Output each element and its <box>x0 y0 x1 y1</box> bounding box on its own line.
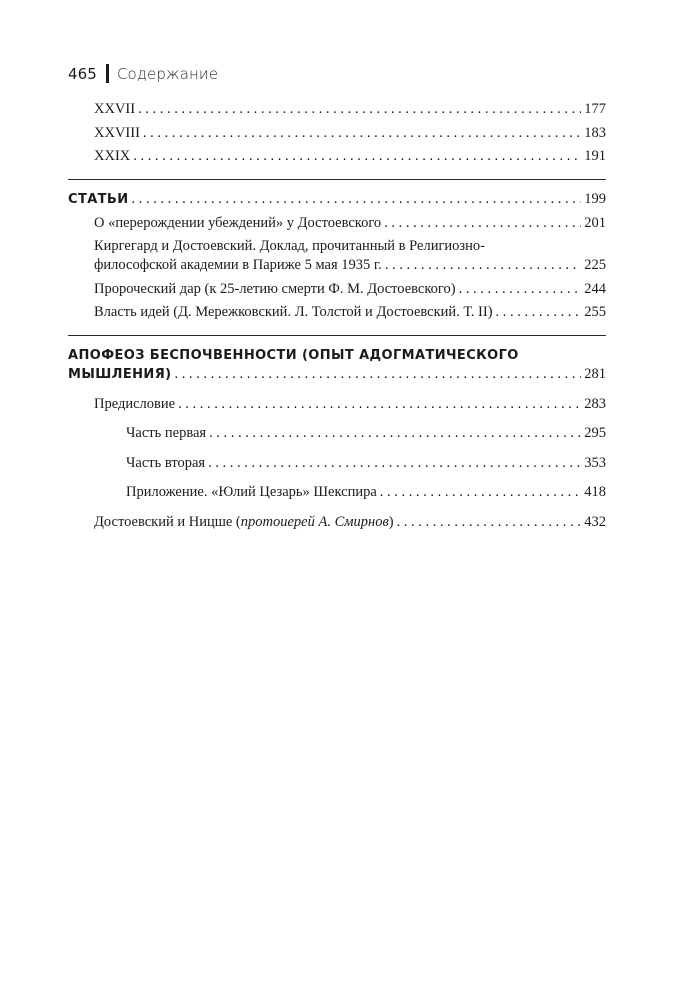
dot-leader <box>209 424 581 443</box>
toc-entry-label: Часть вторая <box>126 454 206 471</box>
toc-entry-page: 183 <box>584 124 606 141</box>
toc-entry-label: Приложение. «Юлий Цезарь» Шекспира <box>126 484 377 500</box>
toc-entry-page: 353 <box>584 454 606 471</box>
toc-entry-label: XXVII <box>94 101 136 117</box>
page-number: 465 <box>68 64 97 83</box>
toc-entry-page: 432 <box>584 513 606 530</box>
section-title-line2: МЫШЛЕНИЯ) <box>68 367 172 382</box>
toc-section-apotheosis[interactable] <box>68 346 606 384</box>
toc-entry[interactable] <box>68 124 606 143</box>
dot-leader <box>133 147 581 166</box>
toc-entry-page: 283 <box>584 395 606 412</box>
dot-leader <box>380 483 581 502</box>
toc-entry[interactable] <box>68 280 606 299</box>
dot-leader <box>138 100 581 119</box>
toc-entry-page: 191 <box>584 148 606 164</box>
dot-leader <box>397 513 582 532</box>
dot-leader <box>174 365 581 384</box>
section-page: 281 <box>584 366 606 382</box>
toc-entry-label-suffix: ) <box>388 513 394 530</box>
toc-section-articles[interactable] <box>68 190 606 209</box>
section-title-line1: АПОФЕОЗ БЕСПОЧВЕННОСТИ (ОПЫТ АДОГМАТИЧЕСКОГО <box>68 348 519 363</box>
dot-leader <box>385 256 581 275</box>
dot-leader <box>143 124 581 143</box>
dot-leader <box>384 214 581 233</box>
table-of-contents <box>68 100 606 536</box>
header-separator <box>106 64 109 83</box>
dot-leader <box>208 454 581 473</box>
toc-entry-label: XXVIII <box>94 124 140 141</box>
toc-entry[interactable] <box>68 147 606 166</box>
toc-entry-label: Пророческий дар (к 25-летию смерти Ф. М. Достоевского) <box>94 280 456 297</box>
toc-entry-part[interactable] <box>68 424 606 443</box>
toc-entry-page: 418 <box>584 484 606 500</box>
toc-entry-page: 295 <box>584 425 606 441</box>
toc-entry-page: 255 <box>584 304 606 320</box>
dot-leader <box>496 303 582 322</box>
toc-entry-label-prefix: Достоевский и Ницше ( <box>94 513 241 530</box>
section-divider <box>68 335 606 336</box>
toc-entry-part[interactable] <box>68 454 606 473</box>
toc-entry-page: 244 <box>584 280 606 297</box>
toc-entry-label: XXIX <box>94 148 131 164</box>
toc-entry-author: протоиерей А. Смирнов <box>240 513 389 530</box>
toc-entry-label <box>94 513 394 532</box>
toc-entry-page: 177 <box>584 101 606 117</box>
running-title: Содержание <box>116 64 219 83</box>
toc-entry-label: Власть идей (Д. Мережковский. Л. Толстой и Достоевский. Т. II) <box>94 304 493 320</box>
toc-entry-preface[interactable] <box>68 395 606 414</box>
section-page: 199 <box>584 191 606 207</box>
section-divider <box>68 179 606 180</box>
toc-entry-label-line1: Киргегард и Достоевский. Доклад, прочитанный в Религиозно- <box>94 238 485 254</box>
toc-entry[interactable] <box>68 214 606 233</box>
dot-leader <box>178 395 581 414</box>
toc-entry-multiline[interactable] <box>68 237 606 275</box>
running-header <box>68 64 218 83</box>
toc-entry-page: 201 <box>584 214 606 231</box>
toc-entry-label: Предисловие <box>94 395 176 412</box>
section-title-line2-row <box>68 365 606 384</box>
toc-entry-part[interactable] <box>68 483 606 502</box>
toc-entry[interactable] <box>68 303 606 322</box>
dot-leader <box>459 280 582 299</box>
section-title: СТАТЬИ <box>68 192 129 207</box>
toc-entry-label: О «перерождении убеждений» у Достоевского <box>94 214 382 231</box>
toc-entry[interactable] <box>68 100 606 119</box>
toc-entry-label: Часть первая <box>126 425 207 441</box>
toc-entry-dostoevsky-nietzsche[interactable] <box>68 513 606 532</box>
toc-entry-label-line2: философской академии в Париже 5 мая 1935 г. <box>94 257 382 273</box>
dot-leader <box>132 190 582 209</box>
toc-entry-page: 225 <box>584 257 606 273</box>
toc-entry-line2 <box>94 256 606 275</box>
